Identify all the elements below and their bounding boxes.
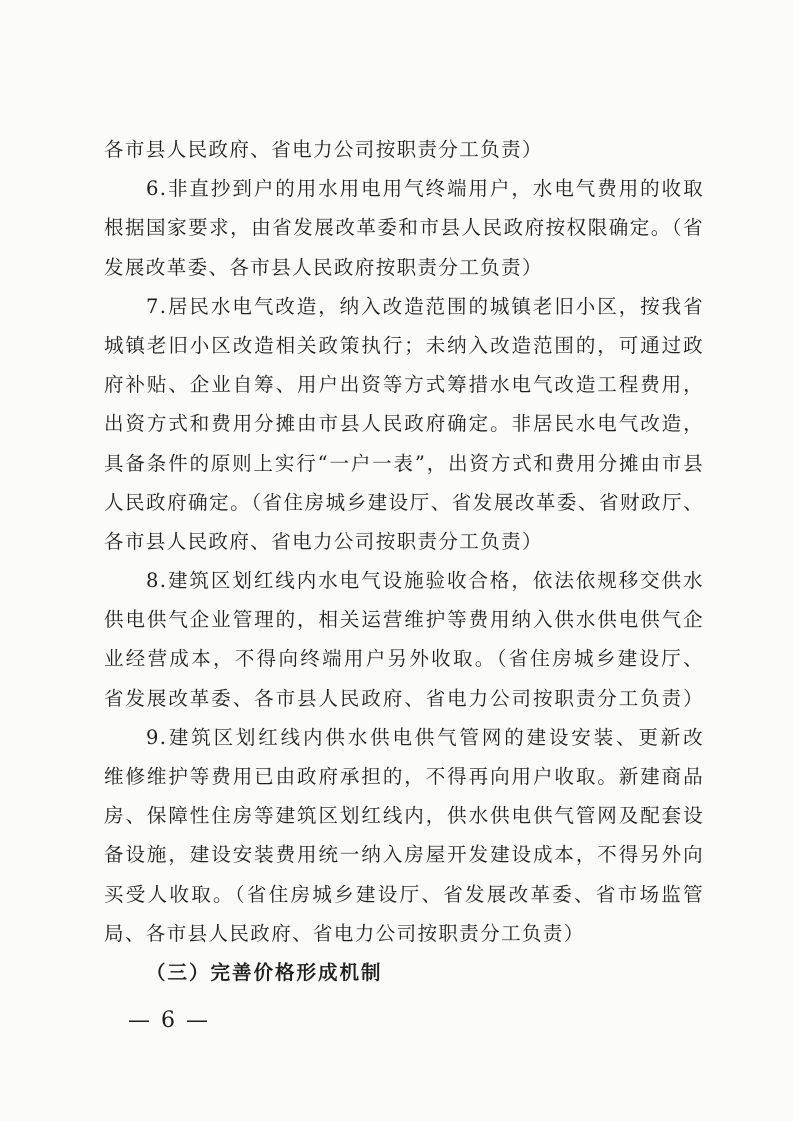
- text-line: 6.非直抄到户的用水用电用气终端用户，水电气费用的收取: [146, 177, 704, 201]
- text-line: 城镇老旧小区改造相关政策执行；未纳入改造范围的，可通过政: [104, 333, 704, 357]
- document-body: [104, 130, 704, 992]
- text-line: 各市县人民政府、省电力公司按职责分工负责）: [104, 138, 543, 161]
- text-line: 各市县人民政府、省电力公司按职责分工负责）: [104, 529, 543, 553]
- text-line: 房、保障性住房等建筑区划红线内，供水供电供气管网及配套设: [104, 804, 704, 828]
- text-line: 业经营成本，不得向终端用户另外收取。（省住房城乡建设厅、: [104, 647, 704, 671]
- text-line: 局、各市县人民政府、省电力公司按职责分工负责）: [104, 921, 585, 945]
- text-line: 8.建筑区划红线内水电气设施验收合格，依法依规移交供水: [146, 569, 704, 593]
- section-heading: （三）完善价格形成机制: [146, 960, 383, 984]
- text-line: 根据国家要求，由省发展改革委和市县人民政府按权限确定。（省: [104, 216, 704, 240]
- text-line: 发展改革委、各市县人民政府按职责分工负责）: [104, 255, 543, 279]
- text-line: 7.居民水电气改造，纳入改造范围的城镇老旧小区，按我省: [146, 294, 704, 318]
- text-line: 具备条件的原则上实行“一户一表”，出资方式和费用分摊由市县: [104, 451, 704, 475]
- page-number: — 6 —: [128, 1008, 210, 1033]
- text-line: 买受人收取。（省住房城乡建设厅、省发展改革委、省市场监管: [104, 882, 704, 906]
- text-line: 9.建筑区划红线内供水供电供气管网的建设安装、更新改: [146, 725, 704, 749]
- text-line: 供电供气企业管理的，相关运营维护等费用纳入供水供电供气企: [104, 608, 704, 632]
- text-line: 维修维护等费用已由政府承担的，不得再向用户收取。新建商品: [104, 765, 704, 788]
- text-line: 出资方式和费用分摊由市县人民政府确定。非居民水电气改造，: [104, 412, 704, 436]
- text-line: 府补贴、企业自筹、用户出资等方式筹措水电气改造工程费用，: [104, 373, 704, 397]
- text-line: 备设施，建设安装费用统一纳入房屋开发建设成本，不得另外向: [104, 843, 704, 867]
- text-line: 省发展改革委、各市县人民政府、省电力公司按职责分工负责）: [104, 686, 704, 710]
- text-line: 人民政府确定。（省住房城乡建设厅、省发展改革委、省财政厅、: [104, 490, 704, 514]
